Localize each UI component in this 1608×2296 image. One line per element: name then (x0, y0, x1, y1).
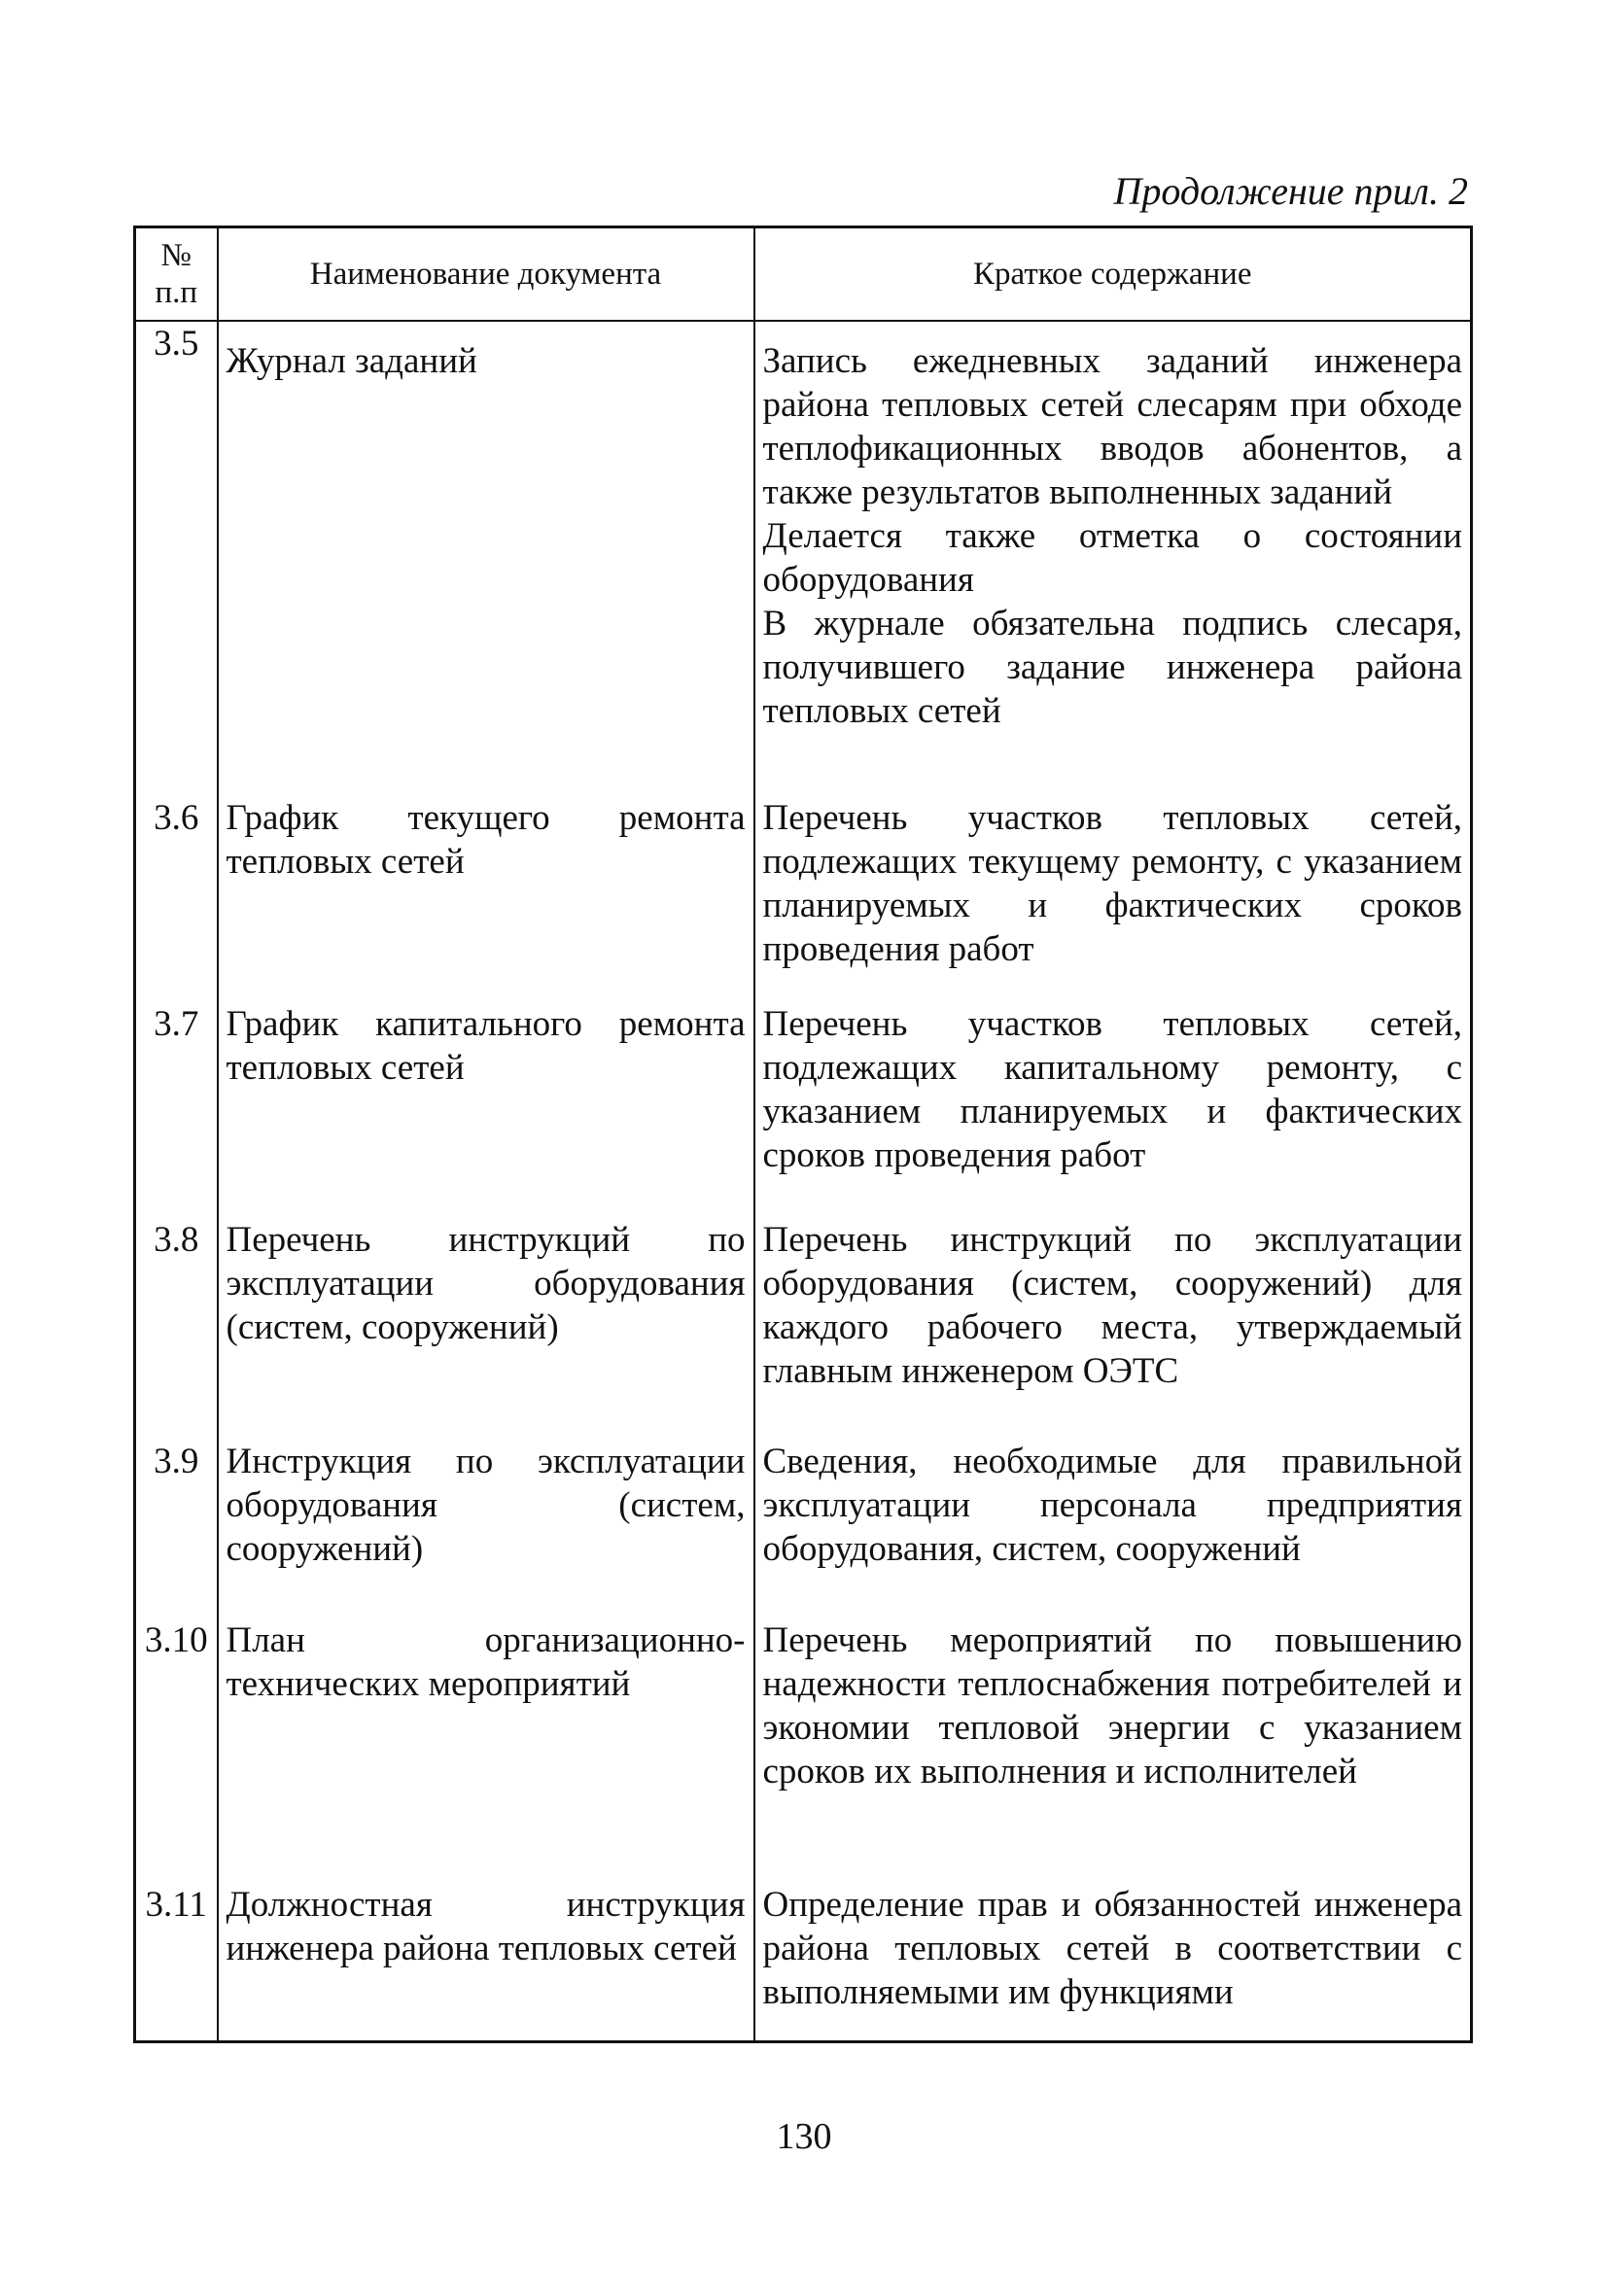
document-name: Должностная инструкция инженера района тепловых сетей (218, 1883, 754, 2042)
table-row (135, 1618, 1472, 1883)
documents-table (133, 226, 1473, 2043)
document-name: Инструкция по эксплуатации оборудования (систем, сооружений) (218, 1440, 754, 1618)
appendix-continuation-caption: Продолжение прил. 2 (1113, 169, 1468, 213)
table-row (135, 796, 1472, 1002)
row-number: 3.8 (135, 1218, 218, 1440)
document-summary: Сведения, необходимые для правильной эксплуатации персонала предприятия оборудования, систем, сооружений (754, 1440, 1472, 1618)
table-row (135, 1218, 1472, 1440)
document-name: Перечень инструкций по эксплуатации оборудования (систем, сооружений) (218, 1218, 754, 1440)
table-row (135, 1440, 1472, 1618)
table-row (135, 1883, 1472, 2042)
header-summary: Краткое содержание (754, 227, 1472, 322)
row-number: 3.10 (135, 1618, 218, 1883)
document-summary: Перечень участков тепловых сетей, подлежащих текущему ремонту, с указанием планируемых и фактических сроков проведения работ (754, 796, 1472, 1002)
row-number: 3.7 (135, 1002, 218, 1218)
row-number: 3.11 (135, 1883, 218, 2042)
document-name: План организационно-технических мероприятий (218, 1618, 754, 1883)
document-name: График капитального ремонта тепловых сетей (218, 1002, 754, 1218)
table-row (135, 1002, 1472, 1218)
table-row (135, 321, 1472, 796)
document-summary: Перечень участков тепловых сетей, подлежащих капитальному ремонту, с указанием планируемых и фактических сроков проведения работ (754, 1002, 1472, 1218)
document-name: График текущего ремонта тепловых сетей (218, 796, 754, 1002)
row-number: 3.9 (135, 1440, 218, 1618)
header-number: № п.п (135, 227, 218, 322)
header-document-name: Наименование документа (218, 227, 754, 322)
row-number: 3.6 (135, 796, 218, 1002)
document-summary: Запись ежедневных заданий инженера района тепловых сетей слесарям при обходе теплофикационных вводов абонентов, а также результатов выполненных заданий Делается также отметка о состоянии оборудования В журнале обязательна подпись слесаря, получившего задание инженера района тепловых сетей (754, 321, 1472, 796)
page-number: 130 (776, 2116, 832, 2157)
document-name: Журнал заданий (218, 321, 754, 796)
row-number: 3.5 (135, 321, 218, 796)
table-header-row (135, 227, 1472, 322)
document-summary: Перечень мероприятий по повышению надежности теплоснабжения потребителей и экономии тепловой энергии с указанием сроков их выполнения и исполнителей (754, 1618, 1472, 1883)
document-summary: Определение прав и обязанностей инженера района тепловых сетей в соответствии с выполняемыми им функциями (754, 1883, 1472, 2042)
document-summary: Перечень инструкций по эксплуатации оборудования (систем, сооружений) для каждого рабочего места, утверждаемый главным инженером ОЭТС (754, 1218, 1472, 1440)
